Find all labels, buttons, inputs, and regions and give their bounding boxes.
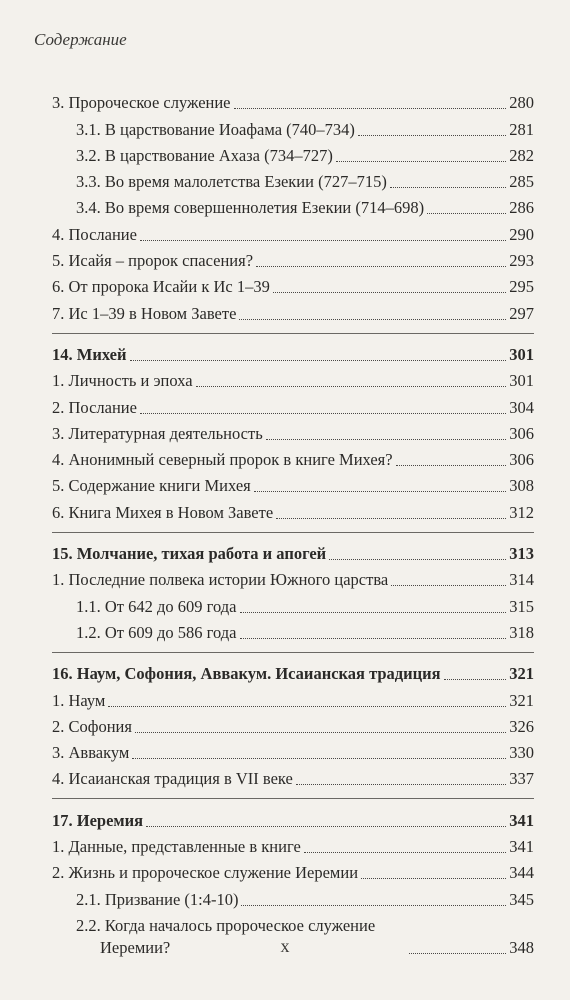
toc-chapter-entry[interactable] — [52, 659, 534, 685]
toc-entry-title: 14. Михей — [52, 344, 127, 364]
toc-entry-page-number: 306 — [509, 450, 534, 470]
toc-entry-page-number: 297 — [509, 303, 534, 323]
toc-entry-title: 3.4. Во время совершеннолетия Езекии (714–698) — [76, 198, 425, 218]
toc-entry-title: 3.3. Во время малолетства Езекии (727–715) — [76, 172, 387, 192]
toc-entry[interactable] — [52, 114, 534, 140]
dot-leader — [276, 517, 506, 519]
toc-entry-page-number: 312 — [509, 502, 534, 522]
dot-leader — [240, 637, 507, 639]
toc-chapter-entry[interactable] — [52, 539, 534, 565]
toc-entry-title: 16. Наум, Софония, Аввакум. Исаианская традиция — [52, 664, 441, 684]
dot-leader — [391, 584, 506, 586]
dot-leader — [132, 757, 506, 759]
dot-leader — [304, 851, 506, 853]
toc-entry[interactable] — [52, 832, 534, 858]
toc-entry-title: 4. Анонимный северный пророк в книге Михея? — [52, 450, 393, 470]
toc-entry-title: 4. Послание — [52, 224, 137, 244]
toc-entry[interactable] — [52, 858, 534, 884]
section-divider — [52, 532, 534, 533]
toc-entry-page-number: 308 — [509, 476, 534, 496]
toc-entry[interactable] — [52, 141, 534, 167]
dot-leader — [135, 731, 506, 733]
toc-entry-title: 1.1. От 642 до 609 года — [76, 596, 237, 616]
table-of-contents — [52, 88, 534, 959]
toc-entry[interactable] — [52, 685, 534, 711]
toc-entry[interactable] — [52, 193, 534, 219]
toc-entry-page-number: 304 — [509, 397, 534, 417]
toc-entry[interactable] — [52, 712, 534, 738]
toc-entry-title: 1. Личность и эпоха — [52, 371, 193, 391]
toc-entry[interactable] — [52, 884, 534, 910]
toc-entry-page-number: 344 — [509, 863, 534, 883]
toc-entry-title: 1. Данные, представленные в книге — [52, 837, 301, 857]
section-divider — [52, 333, 534, 334]
running-head: Содержание — [34, 30, 127, 49]
toc-entry[interactable] — [52, 565, 534, 591]
toc-entry-page-number: 295 — [509, 277, 534, 297]
toc-entry[interactable] — [52, 366, 534, 392]
toc-entry-page-number: 280 — [509, 93, 534, 113]
toc-entry-title: 2. Софония — [52, 716, 132, 736]
toc-entry[interactable] — [52, 591, 534, 617]
toc-entry-title: 5. Содержание книги Михея — [52, 476, 251, 496]
toc-entry-title: 1. Последние полвека истории Южного царства — [52, 570, 389, 590]
dot-leader — [140, 412, 506, 414]
toc-entry-page-number: 321 — [509, 664, 534, 684]
section-divider — [52, 798, 534, 799]
dot-leader — [336, 160, 506, 162]
toc-entry[interactable] — [52, 497, 534, 523]
toc-entry[interactable] — [52, 618, 534, 644]
toc-entry[interactable] — [52, 246, 534, 272]
toc-entry-title: 2. Послание — [52, 397, 137, 417]
toc-entry-page-number: 306 — [509, 423, 534, 443]
dot-leader — [254, 490, 507, 492]
toc-entry-title-continuation: Иеремии? — [100, 937, 171, 957]
dot-leader — [273, 291, 506, 293]
toc-entry[interactable] — [52, 219, 534, 245]
dot-leader — [358, 134, 506, 136]
toc-entry-title: 17. Иеремия — [52, 810, 144, 830]
toc-entry-page-number: 326 — [509, 716, 534, 736]
dot-leader — [146, 825, 506, 827]
dot-leader — [390, 186, 506, 188]
dot-leader — [140, 239, 506, 241]
page-number: x — [280, 936, 290, 956]
toc-entry-page-number: 314 — [509, 570, 534, 590]
dot-leader — [266, 438, 507, 440]
toc-entry-page-number: 285 — [509, 172, 534, 192]
toc-entry-page-number: 282 — [509, 145, 534, 165]
toc-entry-page-number: 313 — [509, 544, 534, 564]
toc-entry-page-number: 301 — [509, 344, 534, 364]
toc-entry[interactable] — [52, 298, 534, 324]
toc-chapter-entry[interactable] — [52, 805, 534, 831]
toc-entry-title: 1.2. От 609 до 586 года — [76, 622, 237, 642]
dot-leader — [427, 212, 506, 214]
toc-entry-page-number: 281 — [509, 119, 534, 139]
toc-entry-title: 3.2. В царствование Ахаза (734–727) — [76, 145, 333, 165]
toc-entry-title: 3. Литературная деятельность — [52, 423, 263, 443]
toc-entry-title: 5. Исайя – пророк спасения? — [52, 251, 254, 271]
toc-chapter-entry[interactable] — [52, 340, 534, 366]
toc-entry-page-number: 315 — [509, 596, 534, 616]
toc-entry[interactable] — [52, 392, 534, 418]
toc-entry-title: 2.1. Призвание (1:4-10) — [76, 889, 239, 909]
dot-leader — [234, 107, 507, 109]
toc-entry[interactable] — [52, 167, 534, 193]
dot-leader — [196, 385, 507, 387]
toc-entry-page-number: 321 — [509, 690, 534, 710]
toc-entry-page-number: 290 — [509, 224, 534, 244]
toc-entry-title-line: 2.2. Когда началось пророческое служение — [76, 915, 376, 935]
toc-entry-title: 3. Аввакум — [52, 743, 130, 763]
toc-entry[interactable] — [52, 272, 534, 298]
dot-leader — [256, 265, 506, 267]
dot-leader — [108, 705, 506, 707]
dot-leader — [240, 611, 507, 613]
toc-entry-title: 1. Наум — [52, 690, 106, 710]
toc-entry-page-number: 318 — [509, 622, 534, 642]
toc-entry-title: 3. Пророческое служение — [52, 93, 231, 113]
toc-entry-page-number: 330 — [509, 743, 534, 763]
toc-entry-page-number: 348 — [509, 937, 534, 957]
toc-entry-title: 15. Молчание, тихая работа и апогей — [52, 544, 327, 564]
dot-leader — [239, 318, 506, 320]
dot-leader — [396, 464, 507, 466]
toc-entry-page-number: 341 — [509, 810, 534, 830]
toc-entry-title: 2. Жизнь и пророческое служение Иеремии — [52, 863, 359, 883]
toc-entry[interactable] — [52, 471, 534, 497]
toc-entry-page-number: 337 — [509, 769, 534, 789]
dot-leader — [241, 904, 506, 906]
toc-entry-title: 6. От пророка Исайи к Ис 1–39 — [52, 277, 270, 297]
toc-entry-title: 4. Исаианская традиция в VII веке — [52, 769, 293, 789]
toc-entry[interactable] — [52, 764, 534, 790]
dot-leader — [444, 678, 507, 680]
section-divider — [52, 652, 534, 653]
toc-entry-title: 6. Книга Михея в Новом Завете — [52, 502, 274, 522]
dot-leader — [329, 558, 506, 560]
toc-entry-page-number: 293 — [509, 251, 534, 271]
toc-entry-page-number: 341 — [509, 837, 534, 857]
toc-entry-title: 7. Ис 1–39 в Новом Завете — [52, 303, 237, 323]
toc-entry[interactable] — [52, 419, 534, 445]
dot-leader — [361, 877, 506, 879]
toc-entry-page-number: 286 — [509, 198, 534, 218]
toc-entry[interactable] — [52, 445, 534, 471]
toc-entry[interactable] — [52, 88, 534, 114]
toc-entry[interactable] — [52, 738, 534, 764]
toc-entry-page-number: 345 — [509, 889, 534, 909]
toc-entry-page-number: 301 — [509, 371, 534, 391]
dot-leader — [296, 783, 506, 785]
dot-leader — [130, 359, 507, 361]
toc-entry-title: 3.1. В царствование Иоафама (740–734) — [76, 119, 355, 139]
